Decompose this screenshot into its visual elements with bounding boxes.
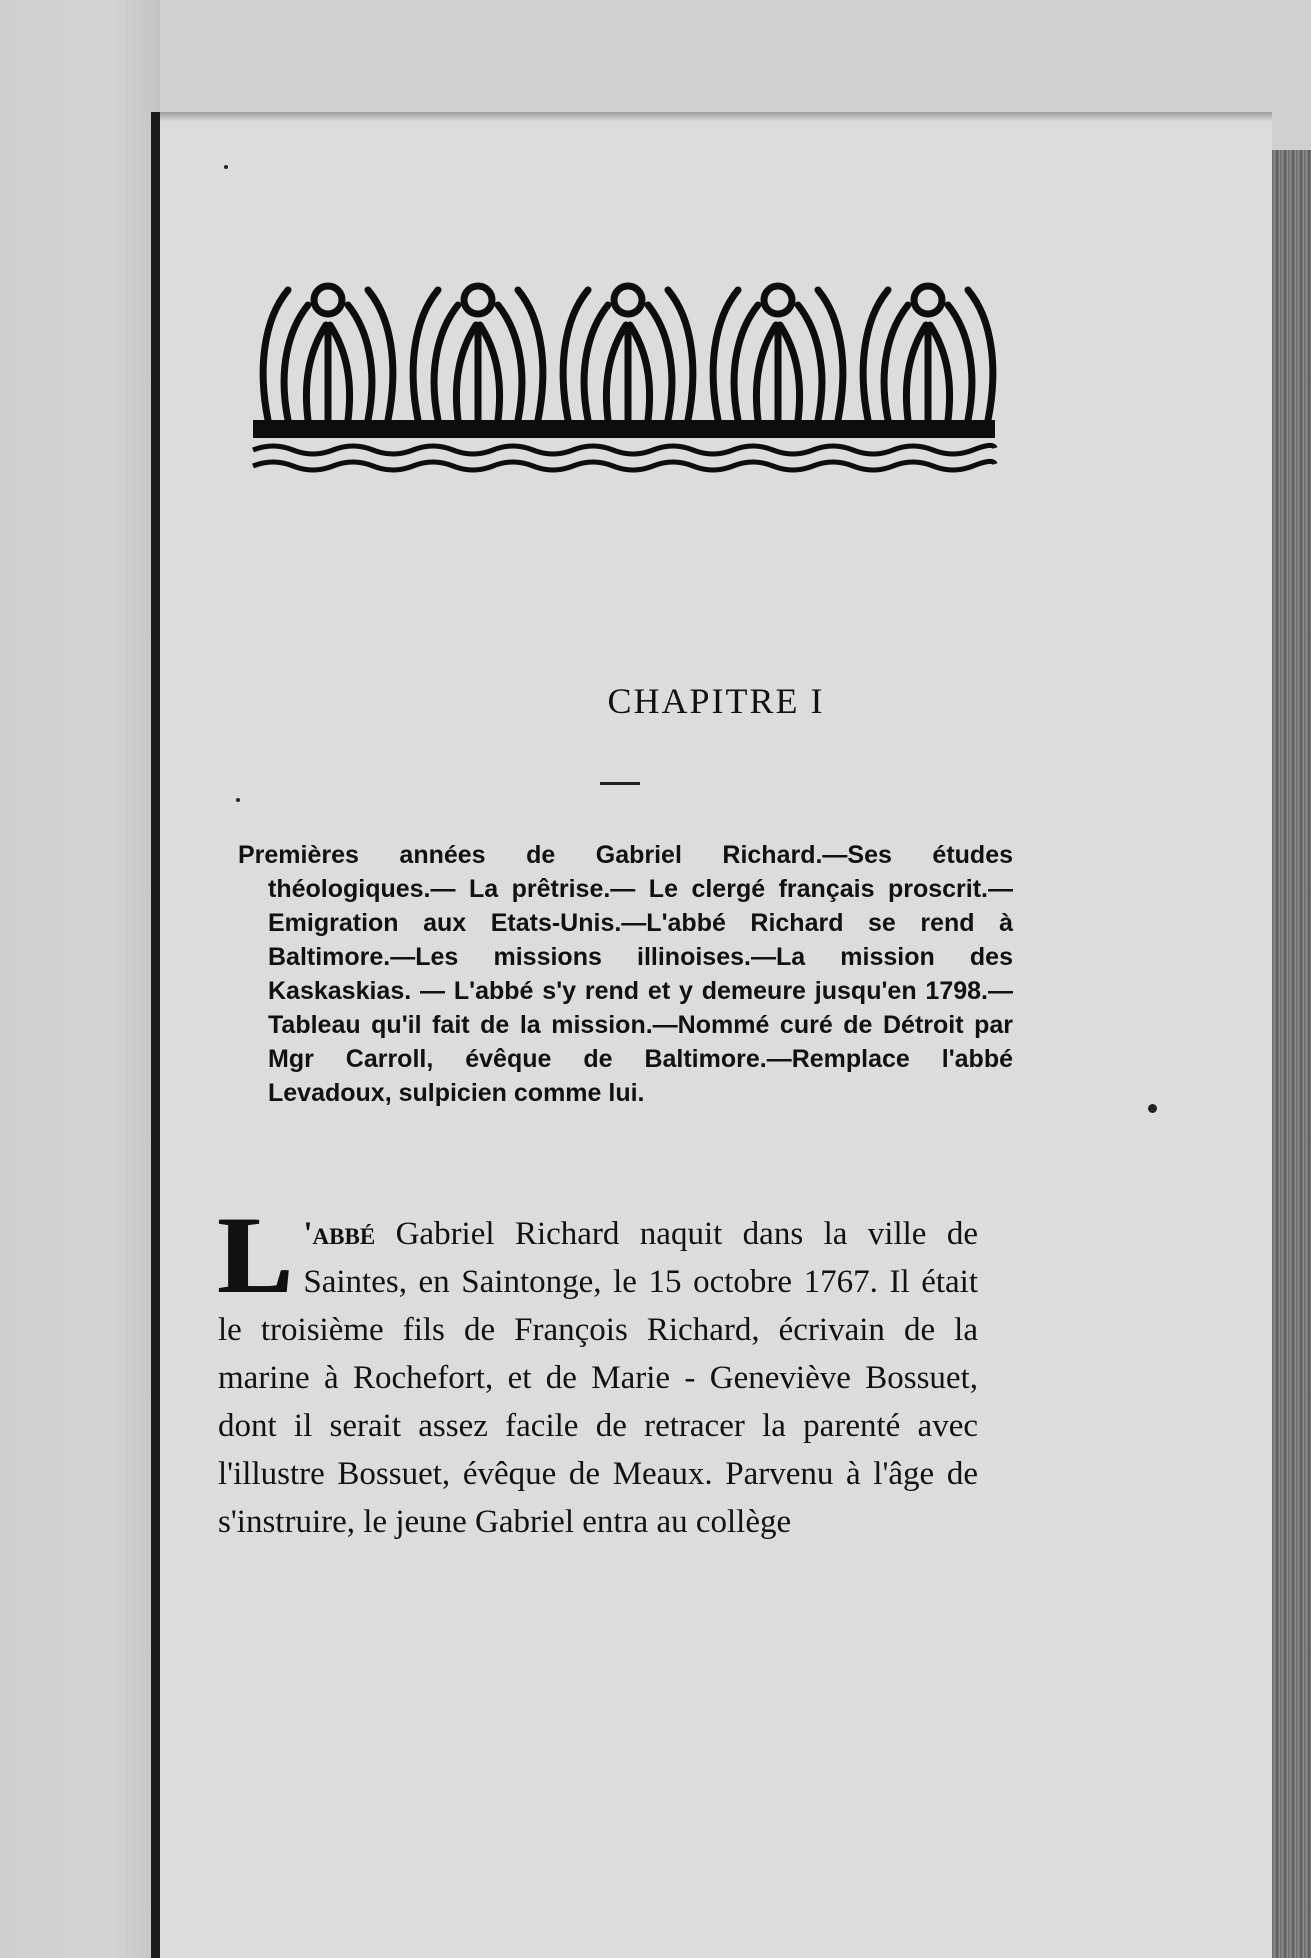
page-gutter (151, 112, 160, 1958)
facing-page-edge (0, 0, 160, 1958)
chapter-summary: Premières années de Gabriel Richard.—Ses études théologiques.— La prêtrise.— Le clergé français proscrit.—Emigration aux Etats-Unis.—L'abbé Richard se rend à Baltimore.—Les missions illinoises.—La mission des Kaskaskias. — L'abbé s'y rend et y demeure jusqu'en 1798.—Tableau qu'il fait de la mission.—Nommé curé de Détroit par Mgr Carroll, évêque de Baltimore.—Remplace l'abbé Levadoux, sulpicien comme lui. (238, 841, 1013, 1107)
paragraph-text: Gabriel Richard naquit dans la ville de Saintes, en Saintonge, le 15 octobre 1767. Il était le troisième fils de François Richard, écrivain de la marine à Rochefort, et de Marie - Geneviève Bossuet, dont il serait assez facile de retracer la parenté avec l'illustre Bossuet, évêque de Meaux. Parvenu à l'âge de s'instruire, le jeune Gabriel entra au collège (218, 1216, 978, 1540)
scan-speck (224, 165, 228, 169)
page-stack-edge (1272, 150, 1311, 1958)
scan-speck (236, 798, 240, 802)
scan-speck (1148, 1104, 1157, 1113)
lotus-frieze-ornament-icon (248, 270, 1000, 480)
title-rule (600, 782, 640, 785)
drop-cap: L (218, 1194, 292, 1316)
lead-word: 'abbé (303, 1216, 376, 1252)
page-top-shadow (160, 112, 1272, 122)
body-paragraph (218, 1194, 978, 1546)
chapter-title: CHAPITRE I (607, 681, 825, 721)
